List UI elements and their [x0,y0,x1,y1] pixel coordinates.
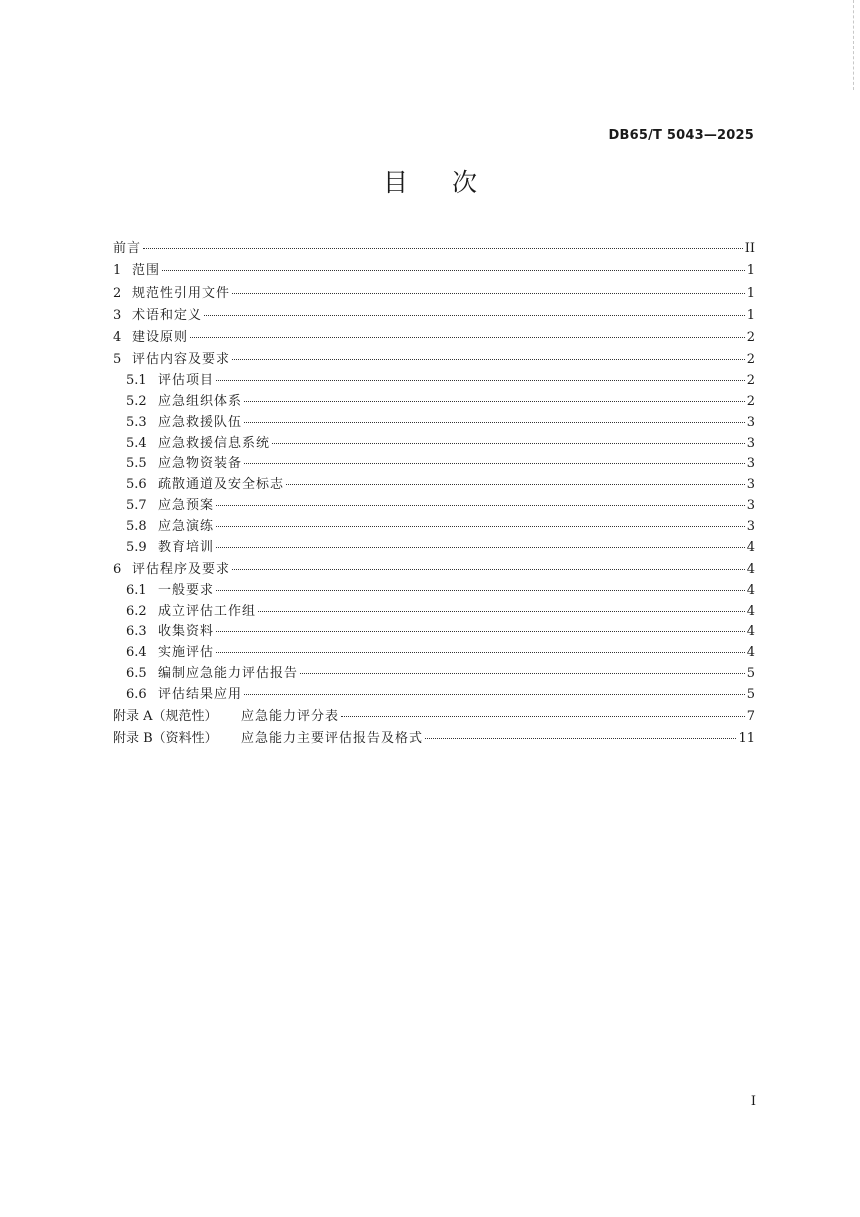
toc-entry-number: 4 [113,330,122,346]
toc-dot-leader [216,505,745,506]
toc-entry-number: 6.3 [126,624,147,640]
toc-entry[interactable] [113,454,755,475]
toc-entry[interactable] [113,261,755,282]
toc-entry-number: 5.2 [126,394,147,410]
toc-entry-title: 建设原则 [132,330,189,346]
toc-entry[interactable] [113,413,755,434]
toc-entry-page: 1 [746,285,755,301]
toc-entry[interactable] [113,664,755,685]
toc-entry[interactable] [113,622,755,643]
toc-entry[interactable] [113,475,755,496]
toc-entry[interactable] [113,729,755,750]
toc-entry-title: 编制应急能力评估报告 [158,665,299,681]
toc-entry-title: 应急能力主要评估报告及格式 [241,731,424,747]
toc-entry-number: 5.4 [126,435,147,451]
toc-entry-page: 3 [746,456,755,472]
toc-entry-page: 3 [746,518,755,534]
toc-entry-page: 3 [746,414,755,430]
toc-entry-title: 实施评估 [158,645,215,661]
toc-entry-page: 2 [746,373,755,389]
toc-entry-number: 5.1 [126,373,147,389]
toc-entry-title: 教育培训 [158,539,215,555]
toc-entry-page: 4 [746,624,755,640]
toc-entry[interactable] [113,284,755,305]
toc-entry[interactable] [113,306,755,327]
toc-dot-leader [258,611,745,612]
toc-entry[interactable] [113,350,755,371]
toc-dot-leader [162,270,745,271]
toc-entry-page: 4 [746,645,755,661]
toc-entry[interactable] [113,581,755,602]
toc-dot-leader [216,652,745,653]
toc-dot-leader [244,401,745,402]
toc-entry-title: 疏散通道及安全标志 [158,477,285,493]
toc-dot-leader [272,443,745,444]
toc-entry-page: 4 [746,561,755,577]
toc-dot-leader [204,315,745,316]
toc-dot-leader [216,526,745,527]
toc-entry-number: 5.9 [126,539,147,555]
toc-entry[interactable] [113,496,755,517]
toc-dot-leader [216,547,745,548]
toc-entry[interactable] [113,707,755,728]
toc-entry-number: 6.2 [126,603,147,619]
toc-entry-title: 应急预案 [158,498,215,514]
toc-entry-number: 5.5 [126,456,147,472]
toc-entry[interactable] [113,434,755,455]
toc-entry[interactable] [113,371,755,392]
toc-entry-title: 评估内容及要求 [132,352,231,368]
toc-entry[interactable] [113,538,755,559]
toc-dot-leader [341,716,745,717]
toc-entry-title: 应急演练 [158,518,215,534]
scan-edge-mark [852,0,854,90]
toc-dot-leader [143,248,743,249]
toc-entry-number: 2 [113,285,122,301]
toc-dot-leader [244,463,745,464]
toc-entry-title: 评估项目 [158,373,215,389]
toc-dot-leader [300,673,745,674]
toc-entry-page: 5 [746,665,755,681]
toc-entry-number: 5.8 [126,518,147,534]
toc-entry-page: 1 [746,307,755,323]
toc-entry-page: 5 [746,686,755,702]
toc-entry-title: 规范性引用文件 [132,285,231,301]
toc-entry-number: 3 [113,307,122,323]
toc-entry-number: 6.1 [126,582,147,598]
toc-dot-leader [425,738,736,739]
toc-entry[interactable] [113,685,755,706]
toc-dot-leader [232,293,745,294]
toc-entry-title: 成立评估工作组 [158,603,257,619]
toc-entry-page: 7 [746,709,755,725]
toc-dot-leader [190,337,745,338]
toc-entry-number: 5.6 [126,477,147,493]
toc-entry-title: 应急能力评分表 [241,709,340,725]
toc-dot-leader [286,484,745,485]
toc-entry-title: 应急救援信息系统 [158,435,271,451]
toc-entry-number: 5 [113,352,122,368]
toc-entry-number: 1 [113,263,122,279]
toc-entry-page: 3 [746,435,755,451]
toc-entry-page: 11 [738,731,755,747]
toc-entry-title: 前言 [113,241,142,256]
toc-entry[interactable] [113,643,755,664]
toc-entry-title: 应急物资装备 [158,456,243,472]
toc-entry-page: 1 [746,263,755,279]
toc-entry[interactable] [113,517,755,538]
toc-entry-title: 术语和定义 [132,307,203,323]
toc-dot-leader [244,694,745,695]
standard-code: DB65/T 5043—2025 [608,128,754,143]
toc-entry-number: 附录 B（资料性） [113,731,218,747]
toc-entry[interactable] [113,328,755,349]
toc-entry-page: 4 [746,582,755,598]
toc-entry-number: 6.6 [126,686,147,702]
toc-entry-title: 收集资料 [158,624,215,640]
toc-entry-number: 5.3 [126,414,147,430]
toc-entry-page: 2 [746,330,755,346]
toc-entry-title: 范围 [132,263,161,279]
toc-entry[interactable] [113,239,755,260]
table-of-contents [113,239,755,750]
toc-dot-leader [216,380,745,381]
toc-entry-number: 6.5 [126,665,147,681]
toc-entry-number: 6 [113,561,122,577]
toc-dot-leader [216,590,745,591]
toc-entry-page: 2 [746,352,755,368]
toc-entry-page: 4 [746,539,755,555]
page-number: I [750,1094,756,1109]
toc-entry-page: II [744,241,755,256]
toc-entry-number: 6.4 [126,645,147,661]
toc-dot-leader [216,631,745,632]
toc-entry-title: 应急救援队伍 [158,414,243,430]
toc-entry-page: 2 [746,394,755,410]
toc-entry-number: 5.7 [126,498,147,514]
toc-dot-leader [244,422,745,423]
toc-entry[interactable] [113,560,755,581]
toc-dot-leader [232,359,745,360]
toc-entry[interactable] [113,392,755,413]
toc-entry-page: 4 [746,603,755,619]
toc-entry-page: 3 [746,498,755,514]
toc-entry-title: 一般要求 [158,582,215,598]
toc-entry-title: 评估程序及要求 [132,561,231,577]
toc-entry-number: 附录 A（规范性） [113,709,218,725]
toc-entry[interactable] [113,602,755,623]
toc-dot-leader [232,569,745,570]
toc-entry-page: 3 [746,477,755,493]
toc-entry-title: 评估结果应用 [158,686,243,702]
toc-title: 目次 [382,168,521,197]
toc-entry-title: 应急组织体系 [158,394,243,410]
